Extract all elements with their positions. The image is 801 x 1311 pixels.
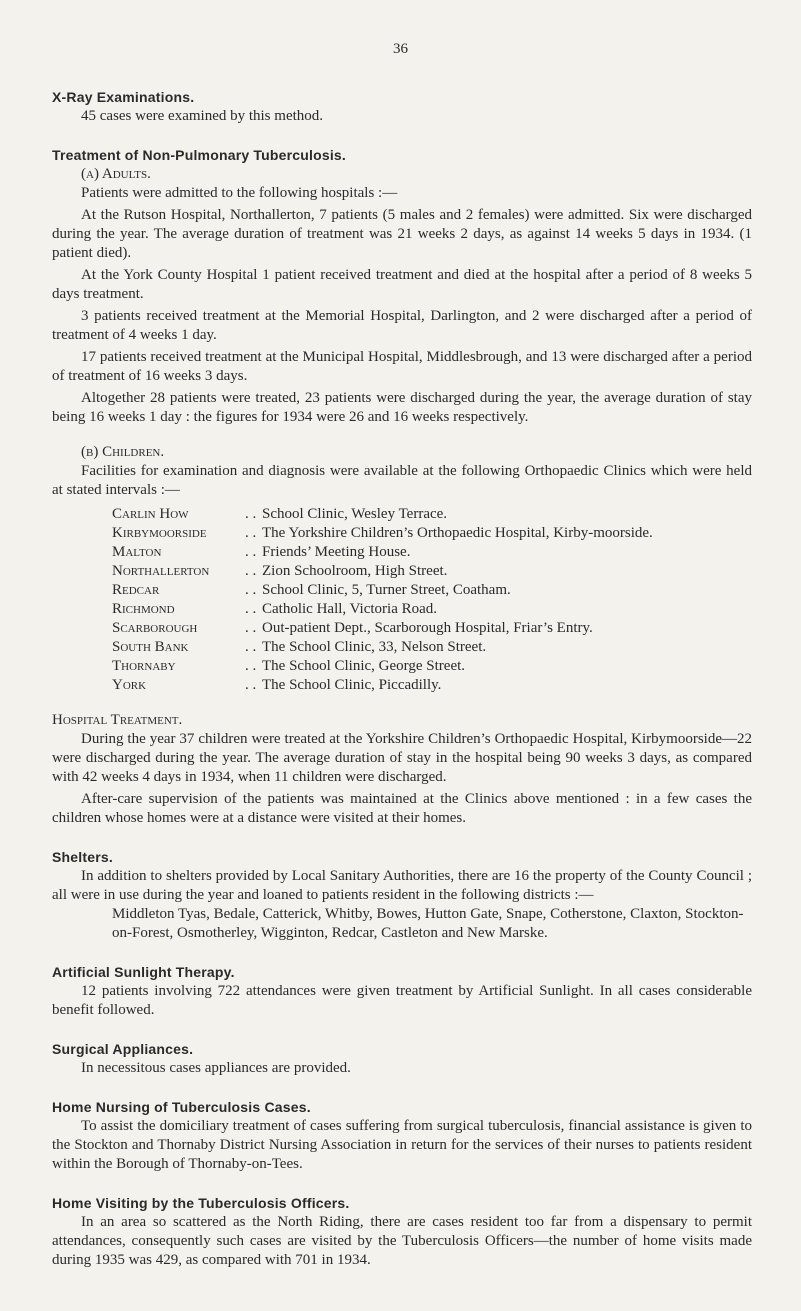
section-heading-sunlight: Artificial Sunlight Therapy. [52,964,235,980]
leader-dots: . . [245,601,257,617]
leader-dots: . . [245,563,257,579]
clinic-row [112,543,752,562]
shelters-text: In addition to shelters provided by Local Sanitary Authorities, there are 16 the property of the County Council ; all were in use during the year and loaned to patients resident in the following districts :— [52,868,752,903]
adults-intro: Patients were admitted to the following hospitals :— [81,185,398,201]
subheading-children: (b) Children. [81,444,165,460]
clinic-town: South Bank [112,639,189,655]
clinic-town: Thornaby [112,658,176,674]
clinic-town: Northallerton [112,563,210,579]
subheading-hospital-treatment: Hospital Treatment. [52,712,183,728]
home-visiting-text: In an area so scattered as the North Riding, there are cases resident too far from a dispensary to permit attendances, consequently such cases are visited by the Tuberculosis Officers—the number of home visits made during 1935 was 429, as compared with 701 in 1934. [52,1214,752,1268]
clinic-location: Catholic Hall, Victoria Road. [262,601,438,617]
municipal-paragraph: 17 patients received treatment at the Municipal Hospital, Middlesbrough, and 13 were discharged after a period of treatment of 16 weeks 3 days. [52,349,752,384]
york-county-paragraph: At the York County Hospital 1 patient received treatment and died at the hospital after a period of 8 weeks 5 days treatment. [52,267,752,302]
rutson-paragraph: At the Rutson Hospital, Northallerton, 7 patients (5 males and 2 females) were admitted. Six were discharged during the year. The average duration of treatment was 21 weeks 2 days, as against 14 weeks 5 days in 1934. (1 patient died). [52,207,752,261]
clinic-row [112,581,752,600]
clinic-location: The School Clinic, George Street. [262,658,466,674]
clinic-row [112,619,752,638]
section-sunlight [52,963,752,1020]
clinic-town: Carlin How [112,506,189,522]
clinic-location: The School Clinic, Piccadilly. [262,677,442,693]
clinic-town: Richmond [112,601,175,617]
subheading-adults: (a) Adults. [81,166,151,182]
clinic-town: Malton [112,544,162,560]
xray-text: 45 cases were examined by this method. [81,108,324,124]
clinic-list [112,505,752,695]
home-nursing-text: To assist the domiciliary treatment of cases suffering from surgical tuberculosis, financial assistance is given to the Stockton and Thornaby District Nursing Association in return for the services of their nurses to patients resident within the Borough of Thornaby-on-Tees. [52,1118,752,1172]
leader-dots: . . [245,639,257,655]
clinic-town: Redcar [112,582,160,598]
page-number: 36 [393,41,408,57]
clinic-location: Friends’ Meeting House. [262,544,411,560]
shelters-districts: Middleton Tyas, Bedale, Catterick, Whitby, Bowes, Hutton Gate, Snape, Cotherstone, Claxton, Stockton-on-Forest, Osmotherley, Wigginton, Redcar, Castleton and New Marske. [112,906,744,941]
clinic-location: School Clinic, Wesley Terrace. [262,506,448,522]
hospital-treatment-text: During the year 37 children were treated at the Yorkshire Children’s Orthopaedic Hospital, Kirbymoorside—22 were discharged during the year. The average duration of stay in the hospital being 90 weeks 3 days, as compared with 42 weeks 4 days in 1934, when 11 children were discharged. [52,731,752,785]
aftercare-text: After-care supervision of the patients was maintained at the Clinics above mentioned : in a few cases the children whose homes were at a distance were visited at their homes. [52,791,752,826]
section-xray [52,88,752,126]
section-heading-appliances: Surgical Appliances. [52,1041,194,1057]
section-home-nursing [52,1098,752,1174]
clinic-town: Kirbymoorside [112,525,207,541]
clinic-row [112,657,752,676]
clinic-town: Scarborough [112,620,198,636]
leader-dots: . . [245,506,257,522]
clinic-location: Out-patient Dept., Scarborough Hospital, Friar’s Entry. [262,620,593,636]
sunlight-text: 12 patients involving 722 attendances were given treatment by Artificial Sunlight. In all cases considerable benefit followed. [52,983,752,1018]
section-heading-non-pulmonary: Treatment of Non-Pulmonary Tuberculosis. [52,147,347,163]
clinic-row [112,505,752,524]
altogether-paragraph: Altogether 28 patients were treated, 23 patients were discharged during the year, the average duration of stay being 16 weeks 1 day : the figures for 1934 were 26 and 16 weeks respectively. [52,390,752,425]
clinic-location: The Yorkshire Children’s Orthopaedic Hospital, Kirby-moorside. [262,525,653,541]
section-shelters [52,848,752,943]
clinic-row [112,600,752,619]
section-non-pulmonary [52,146,752,828]
clinic-row [112,524,752,543]
leader-dots: . . [245,658,257,674]
children-intro: Facilities for examination and diagnosis were available at the following Orthopaedic Clinics which were held at stated intervals :— [52,463,752,498]
leader-dots: . . [245,677,257,693]
section-heading-shelters: Shelters. [52,849,113,865]
section-heading-home-nursing: Home Nursing of Tuberculosis Cases. [52,1099,311,1115]
section-appliances [52,1040,752,1078]
leader-dots: . . [245,544,257,560]
clinic-location: School Clinic, 5, Turner Street, Coatham. [262,582,511,598]
leader-dots: . . [245,525,257,541]
clinic-location: The School Clinic, 33, Nelson Street. [262,639,487,655]
memorial-paragraph: 3 patients received treatment at the Memorial Hospital, Darlington, and 2 were discharged after a period of treatment of 4 weeks 1 day. [52,308,752,343]
clinic-row [112,676,752,695]
appliances-text: In necessitous cases appliances are provided. [81,1060,351,1076]
leader-dots: . . [245,620,257,636]
section-home-visiting [52,1194,752,1270]
clinic-location: Zion Schoolroom, High Street. [262,563,448,579]
clinic-town: York [112,677,147,693]
leader-dots: . . [245,582,257,598]
section-heading-home-visiting: Home Visiting by the Tuberculosis Officers. [52,1195,350,1211]
clinic-row [112,638,752,657]
section-heading-xray: X-Ray Examinations. [52,89,195,105]
clinic-row [112,562,752,581]
page-content [52,88,752,1270]
